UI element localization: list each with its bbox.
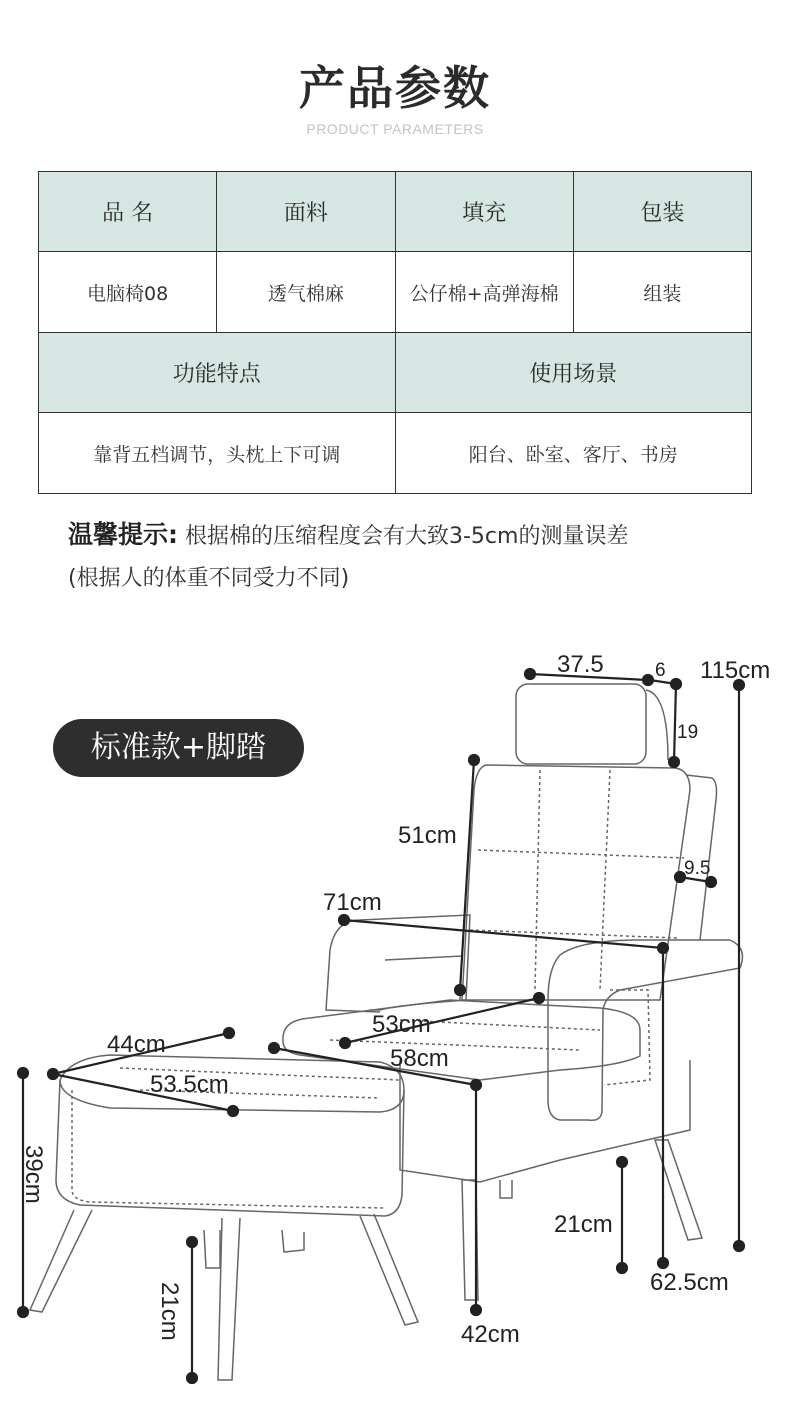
label-ottoman-leg: 21cm <box>156 1282 183 1341</box>
tip-note <box>68 514 628 600</box>
label-seat-height: 42cm <box>461 1321 520 1348</box>
header-cell-filling: 填充 <box>395 172 573 252</box>
header-cell-features: 功能特点 <box>39 333 396 413</box>
label-ottoman-width: 53.5cm <box>150 1071 229 1098</box>
tip-text: 根据棉的压缩程度会有大致3-5cm的测量误差 <box>185 524 629 549</box>
table-header-row <box>39 333 752 413</box>
header-cell-packaging: 包装 <box>573 172 751 252</box>
table-row <box>39 413 752 494</box>
chair-dimension-drawing <box>0 600 790 1401</box>
header-cell-name: 品 名 <box>39 172 217 252</box>
label-seat-depth: 53cm <box>372 1011 431 1038</box>
label-total-height: 115cm <box>700 657 771 684</box>
label-back-thickness: 9.5 <box>684 858 711 879</box>
page-subtitle: PRODUCT PARAMETERS <box>306 121 484 137</box>
table-row <box>39 252 752 333</box>
cell-packaging: 组装 <box>573 252 751 333</box>
header-cell-fabric: 面料 <box>217 172 395 252</box>
cell-fabric: 透气棉麻 <box>217 252 395 333</box>
label-total-width: 71cm <box>323 889 382 916</box>
label-seat-width: 58cm <box>390 1045 449 1072</box>
header-cell-scenarios: 使用场景 <box>395 333 752 413</box>
tip-label: 温馨提示: <box>68 520 178 549</box>
cell-filling: 公仔棉+高弹海棉 <box>395 252 573 333</box>
tip-line-1 <box>68 514 628 558</box>
label-armrest-height: 62.5cm <box>650 1269 729 1296</box>
table-header-row <box>39 172 752 252</box>
page-title: 产品参数 <box>299 61 491 115</box>
label-ottoman-height: 39cm <box>20 1145 47 1204</box>
variant-badge: 标准款+脚踏 <box>53 719 304 777</box>
label-ottoman-depth: 44cm <box>107 1031 166 1058</box>
tip-line-2: (根据人的体重不同受力不同) <box>68 566 350 591</box>
parameters-table <box>38 171 752 494</box>
label-headrest-height: 19 <box>677 722 699 743</box>
cell-features: 靠背五档调节，头枕上下可调 <box>39 413 396 494</box>
cell-scenarios: 阳台、卧室、客厅、书房 <box>395 413 752 494</box>
label-headrest-depth: 6 <box>655 660 666 681</box>
label-backrest-height: 51cm <box>398 822 457 849</box>
label-headrest-width: 37.5 <box>557 651 604 678</box>
label-chair-leg: 21cm <box>554 1211 613 1238</box>
cell-name: 电脑椅08 <box>39 252 217 333</box>
